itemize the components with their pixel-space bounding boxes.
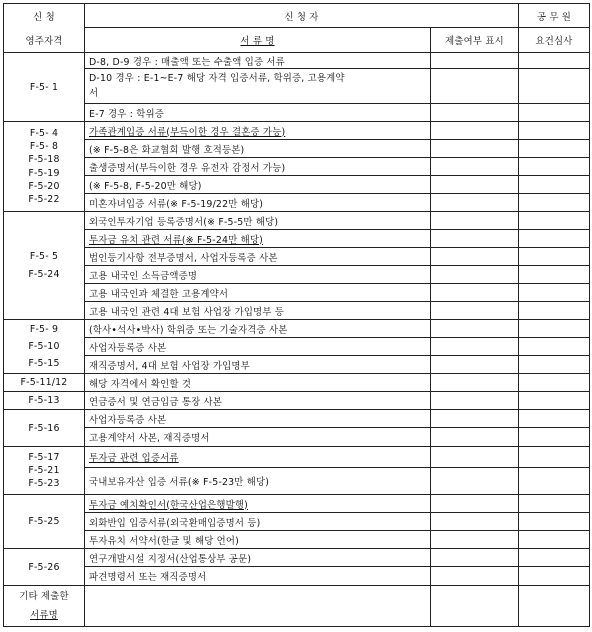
document-item: 외화반입 입증서류(외국환매입증명서 등) — [85, 513, 431, 531]
visa-code-cell: F-5-17 F-5-21 F-5-23 — [4, 447, 85, 495]
submitted-checkbox-cell[interactable] — [431, 586, 519, 627]
submitted-checkbox-cell[interactable] — [431, 302, 519, 320]
submitted-checkbox-cell[interactable] — [431, 140, 519, 158]
document-item: (※ F-5-8, F-5-20만 해당) — [85, 176, 431, 194]
document-item: 파견명령서 또는 재직증명서 — [85, 567, 431, 586]
review-cell[interactable] — [519, 586, 590, 627]
submitted-checkbox-cell[interactable] — [431, 468, 519, 495]
review-cell[interactable] — [519, 374, 590, 392]
applicant-header-line2: 영주자격 — [25, 36, 63, 47]
visa-code-cell: F-5-11/12 — [4, 374, 85, 392]
document-item: (학사•석사•박사) 학위증 또는 기술자격증 사본 — [85, 320, 431, 338]
document-item: 고용계약서 사본, 재직증명서 — [85, 428, 431, 447]
other-documents-input[interactable] — [85, 586, 431, 627]
submitted-checkbox-cell[interactable] — [431, 428, 519, 447]
document-item: 연구개발시설 지정서(산업통상부 공문) — [85, 549, 431, 567]
submitted-checkbox-cell[interactable] — [431, 69, 519, 104]
document-item: 투자금 관련 입증서류 — [85, 447, 431, 468]
review-cell[interactable] — [519, 549, 590, 567]
document-item: 투자금 예치확인서(한국산업은행발행) — [85, 495, 431, 513]
review-cell[interactable] — [519, 104, 590, 122]
review-cell[interactable] — [519, 447, 590, 468]
visa-code-cell: F-5- 1 — [4, 53, 85, 122]
documents-header: 서 류 명 — [85, 28, 431, 53]
review-cell[interactable] — [519, 320, 590, 338]
submitted-checkbox-cell[interactable] — [431, 158, 519, 176]
applicant-group-header: 신 청 자 — [85, 4, 519, 28]
submitted-checkbox-cell[interactable] — [431, 53, 519, 69]
review-cell[interactable] — [519, 302, 590, 320]
submitted-checkbox-cell[interactable] — [431, 194, 519, 212]
review-cell[interactable] — [519, 53, 590, 69]
document-item: 법인등기사항 전부증명서, 사업자등록증 사본 — [85, 248, 431, 266]
review-cell[interactable] — [519, 69, 590, 104]
review-cell[interactable] — [519, 194, 590, 212]
submitted-checkbox-cell[interactable] — [431, 212, 519, 230]
submitted-checkbox-cell[interactable] — [431, 104, 519, 122]
document-item: E-7 경우 : 학위증 — [85, 104, 431, 122]
review-cell[interactable] — [519, 567, 590, 586]
review-cell[interactable] — [519, 513, 590, 531]
submitted-checkbox-cell[interactable] — [431, 392, 519, 410]
review-cell[interactable] — [519, 392, 590, 410]
review-cell[interactable] — [519, 495, 590, 513]
review-cell[interactable] — [519, 212, 590, 230]
submitted-checkbox-cell[interactable] — [431, 248, 519, 266]
visa-code-cell: F-5- 9 F-5-10 F-5-15 — [4, 320, 85, 374]
review-cell[interactable] — [519, 248, 590, 266]
submitted-checkbox-cell[interactable] — [431, 410, 519, 428]
submitted-checkbox-cell[interactable] — [431, 122, 519, 140]
review-cell[interactable] — [519, 140, 590, 158]
document-item: 고용 내국인 관련 4대 보험 사업장 가입명부 등 — [85, 302, 431, 320]
document-item: D-10 경우 : E-1~E-7 해당 자격 입증서류, 학위증, 고용계약서 — [85, 69, 431, 104]
document-item: D-8, D-9 경우 : 매출액 또는 수출액 입증 서류 — [85, 53, 431, 69]
submitted-checkbox-cell[interactable] — [431, 356, 519, 374]
visa-code-cell: F-5-13 — [4, 392, 85, 410]
applicant-type-header — [4, 4, 85, 53]
visa-code-cell: F-5-16 — [4, 410, 85, 447]
document-item: 고용 내국인 소득금액증명 — [85, 266, 431, 284]
submitted-checkbox-cell[interactable] — [431, 447, 519, 468]
review-cell[interactable] — [519, 428, 590, 447]
submitted-checkbox-cell[interactable] — [431, 567, 519, 586]
document-item: 미혼자녀입증 서류(※ F-5-19/22만 해당) — [85, 194, 431, 212]
document-item: 가족관계입증 서류(부득이한 경우 결혼증 가능) — [85, 122, 431, 140]
document-checklist-table — [3, 3, 590, 627]
submitted-checkbox-cell[interactable] — [431, 495, 519, 513]
submitted-checkbox-cell[interactable] — [431, 338, 519, 356]
document-item: 사업자등록증 사본 — [85, 410, 431, 428]
visa-code-cell: F-5-25 — [4, 495, 85, 549]
review-cell[interactable] — [519, 158, 590, 176]
submitted-checkbox-cell[interactable] — [431, 531, 519, 549]
visa-code-cell: F-5-26 — [4, 549, 85, 586]
document-item: 고용 내국인과 체결한 고용계약서 — [85, 284, 431, 302]
submitted-checkbox-cell[interactable] — [431, 230, 519, 248]
applicant-header-line1: 신 청 — [33, 12, 55, 23]
submitted-checkbox-cell[interactable] — [431, 284, 519, 302]
document-item: 사업자등록증 사본 — [85, 338, 431, 356]
officer-group-header: 공 무 원 — [519, 4, 590, 28]
review-cell[interactable] — [519, 122, 590, 140]
document-item: 투자유치 서약서(한글 및 해당 언어) — [85, 531, 431, 549]
review-header: 요건심사 — [519, 28, 590, 53]
review-cell[interactable] — [519, 266, 590, 284]
review-cell[interactable] — [519, 468, 590, 495]
document-item: 투자금 유치 관련 서류(※ F-5-24만 해당) — [85, 230, 431, 248]
document-item: 외국인투자기업 등록증명서(※ F-5-5만 해당) — [85, 212, 431, 230]
visa-code-cell: F-5- 4 F-5- 8 F-5-18 F-5-19 F-5-20 F-5-22 — [4, 122, 85, 212]
document-item: (※ F-5-8은 화교협회 발행 호적등본) — [85, 140, 431, 158]
submitted-header: 제출여부 표시 — [431, 28, 519, 53]
review-cell[interactable] — [519, 531, 590, 549]
document-item: 재직증명서, 4대 보험 사업장 가입명부 — [85, 356, 431, 374]
document-item: 국내보유자산 입증 서류(※ F-5-23만 해당) — [85, 468, 431, 495]
submitted-checkbox-cell[interactable] — [431, 320, 519, 338]
document-item: 출생증명서(부득이한 경우 유전자 감정서 가능) — [85, 158, 431, 176]
review-cell[interactable] — [519, 176, 590, 194]
submitted-checkbox-cell[interactable] — [431, 374, 519, 392]
document-item: 연금증서 및 연금입금 통장 사본 — [85, 392, 431, 410]
review-cell[interactable] — [519, 284, 590, 302]
review-cell[interactable] — [519, 410, 590, 428]
submitted-checkbox-cell[interactable] — [431, 176, 519, 194]
other-documents-label: 기타 제출한 서류명 — [4, 586, 85, 627]
visa-code-cell: F-5- 5 F-5-24 — [4, 212, 85, 320]
review-cell[interactable] — [519, 356, 590, 374]
submitted-checkbox-cell[interactable] — [431, 513, 519, 531]
submitted-checkbox-cell[interactable] — [431, 266, 519, 284]
review-cell[interactable] — [519, 338, 590, 356]
review-cell[interactable] — [519, 230, 590, 248]
submitted-checkbox-cell[interactable] — [431, 549, 519, 567]
document-item: 해당 자격에서 확인할 것 — [85, 374, 431, 392]
